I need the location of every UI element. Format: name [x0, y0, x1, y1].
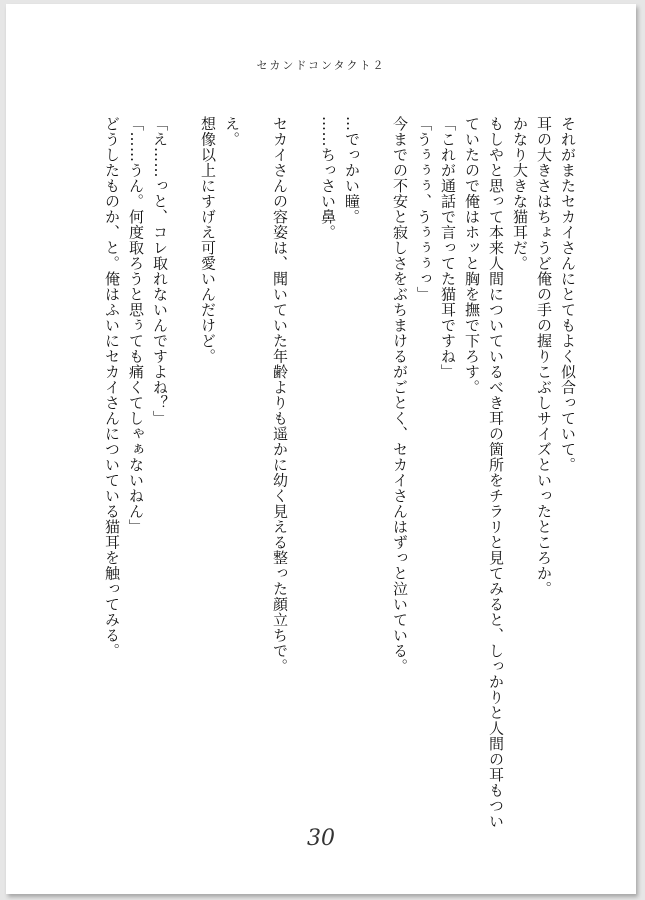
- text-line: 今までの不安と寂しさをぶちまけるがごとく、セカイさんはずっと泣いている。: [391, 116, 409, 674]
- text-line: 「これが通話で言ってた猫耳ですね」: [439, 116, 457, 380]
- text-line: セカイさんの容姿は、聞いていた年齢よりも遥かに幼く見える整った顔立ちで。: [271, 116, 289, 674]
- text-line: 「え……っと、コレ取れないんですよね？」: [151, 116, 169, 426]
- text-line: 「うぅぅぅ、うぅぅぅっ」: [415, 116, 433, 302]
- text-line: どうしたものか、と。俺はふいにセカイさんについている猫耳を触ってみる。: [103, 116, 121, 659]
- text-line: かなり大きな猫耳だ。: [511, 116, 529, 271]
- vertical-text-body: [6, 4, 636, 894]
- text-line: 「……うん。何度取ろうと思ぅても痛くてしゃぁないねん」: [127, 116, 145, 535]
- running-header: セカンドコンタクト２: [256, 59, 386, 72]
- text-line: 耳の大きさはちょうど俺の手の握りこぶしサイズといったところか。: [535, 116, 553, 597]
- text-line: え。: [223, 116, 241, 147]
- text-line: もしやと思って本来人間についているべき耳の箇所をチラリと見てみると、しっかりと人間の耳もつい: [487, 116, 505, 829]
- book-page: [6, 4, 636, 894]
- text-line: ていたので俺はホッと胸を撫で下ろす。: [463, 116, 481, 395]
- page-number: 30: [307, 826, 335, 851]
- text-line: …でっかい瞳。: [343, 116, 361, 225]
- text-line: 想像以上にすげえ可愛いんだけど。: [199, 116, 217, 364]
- text-line: それがまたセカイさんにとてもよく似合っていて。: [559, 116, 577, 473]
- text-line: ……ちっさい鼻。: [319, 116, 337, 240]
